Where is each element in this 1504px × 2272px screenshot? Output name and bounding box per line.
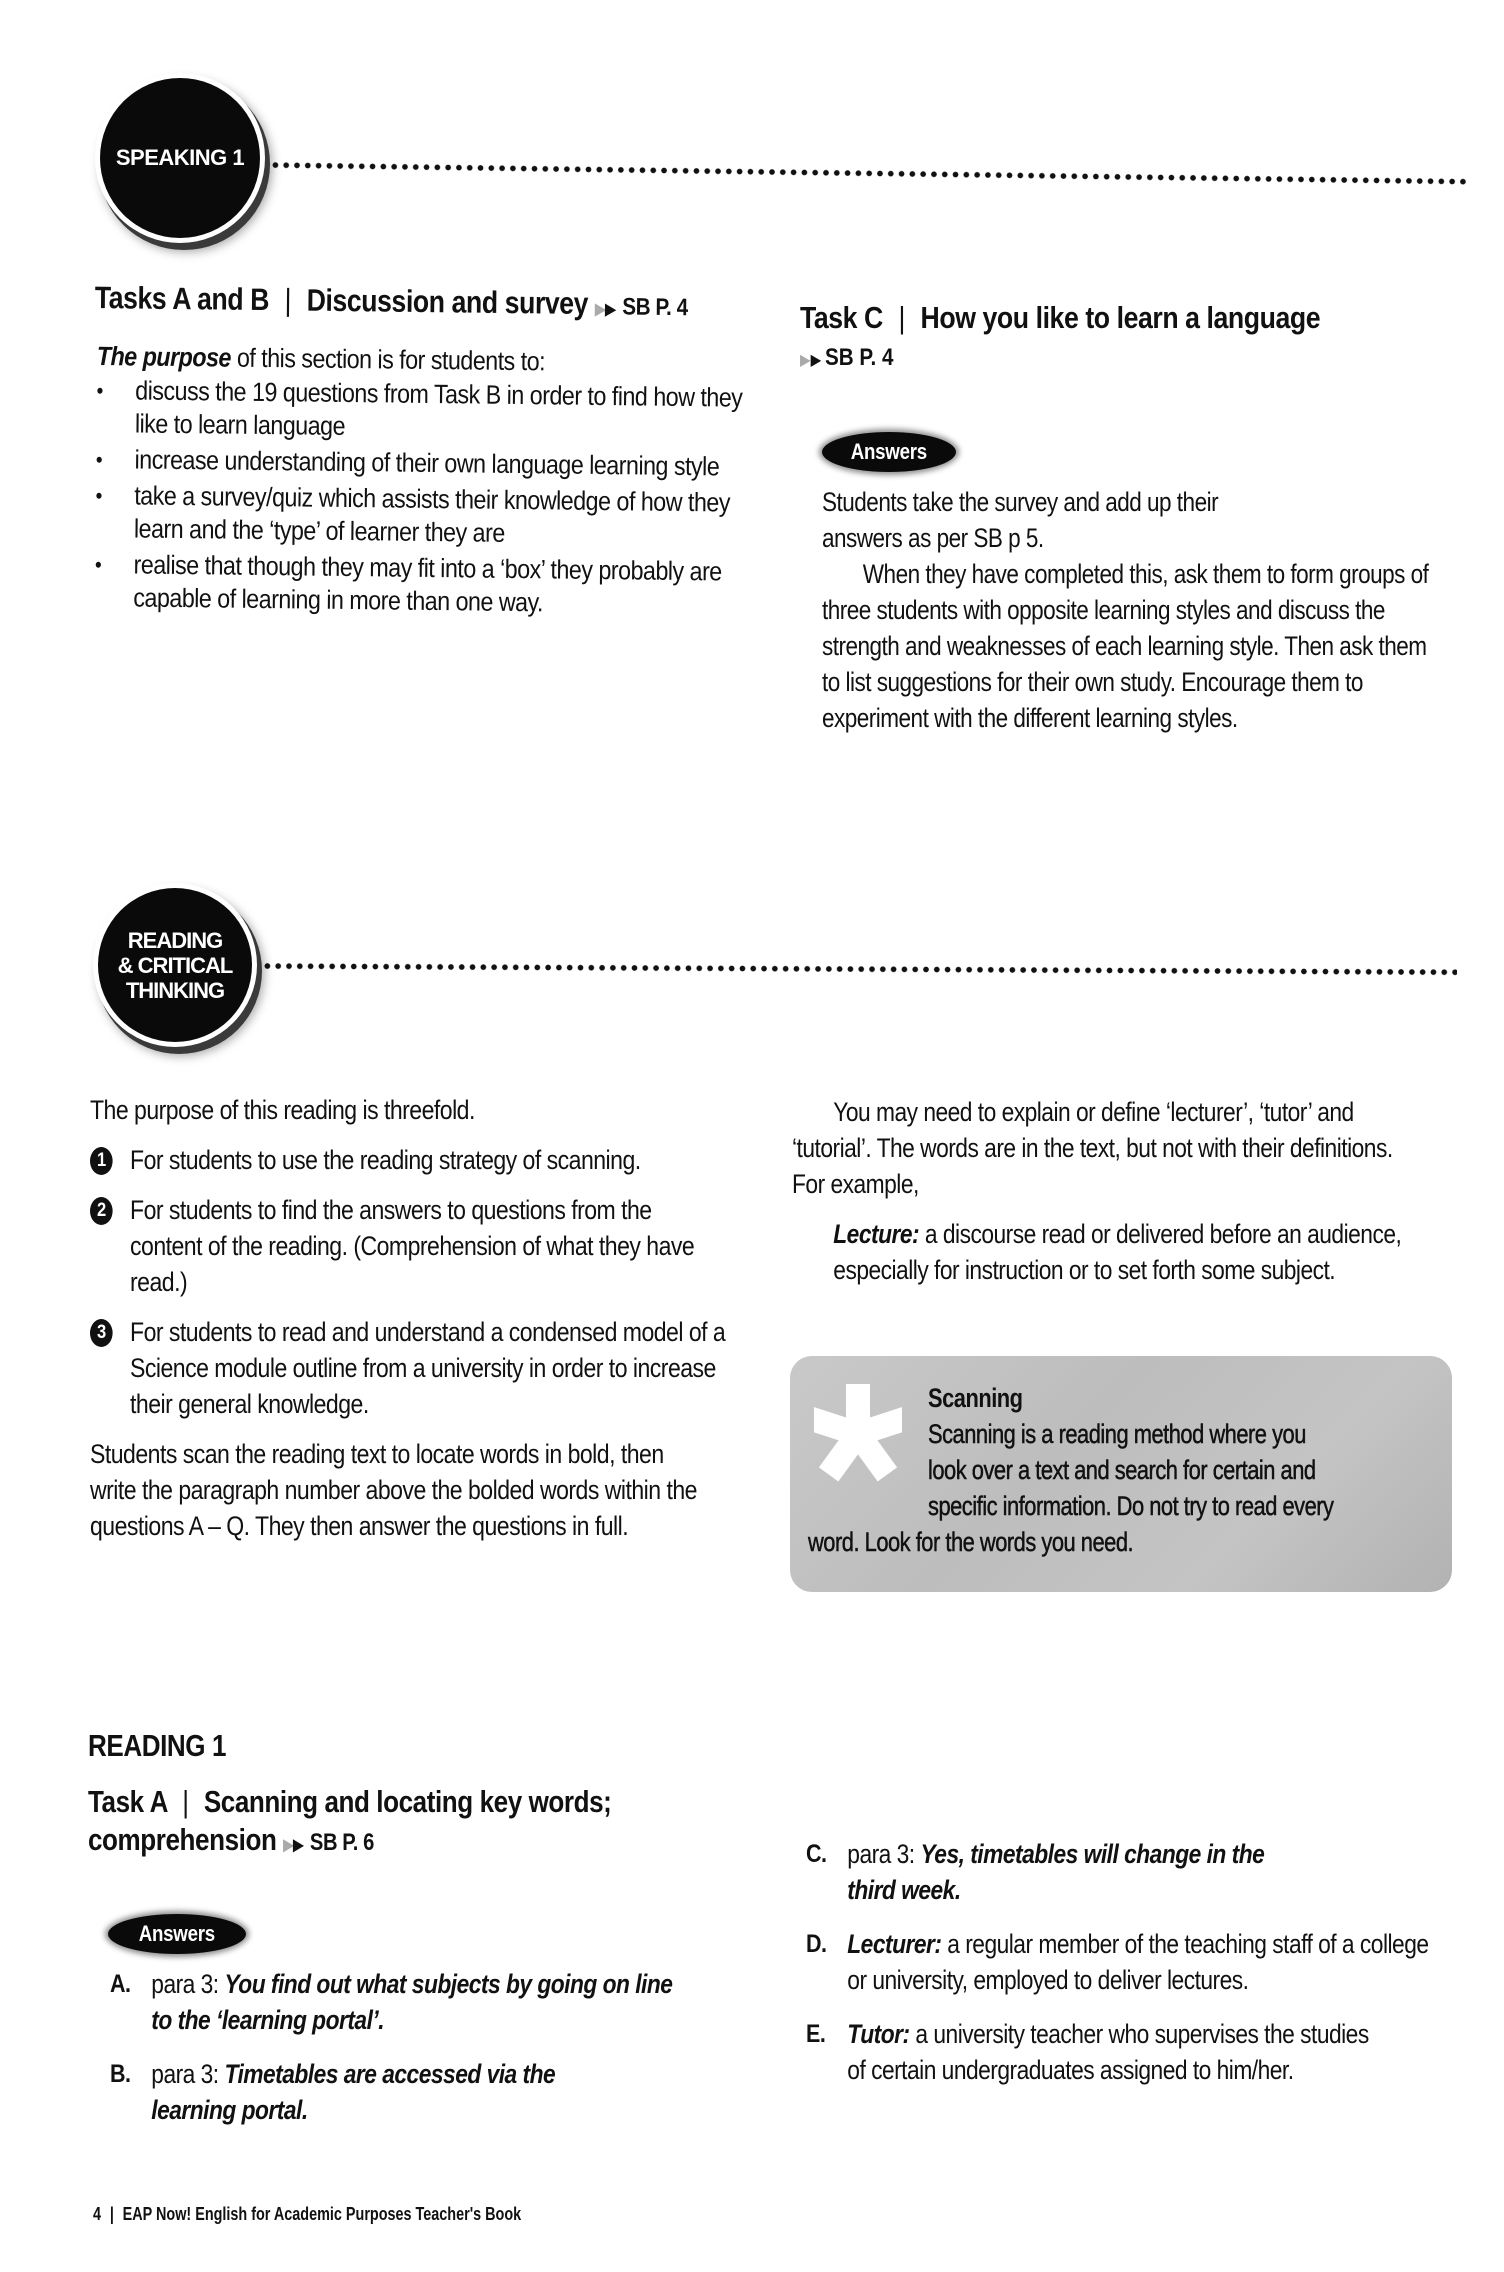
definition: Lecture: a discourse read or delivered before an audience, especially for instruction or to set forth some subject. <box>833 1219 1402 1285</box>
section-badge-speaking <box>100 78 260 238</box>
list-item: • take a survey/quiz which assists their knowledge of how they learn and the ‘type’ of learner they are <box>95 480 731 548</box>
list-item: 2 For students to find the answers to questions from the content of the reading. (Comprehension of what they have read.) <box>90 1192 722 1300</box>
list-item: • realise that though they may fit into a ‘box’ they probably are capable of learning in more than one way. <box>94 549 722 618</box>
purpose-text <box>94 338 743 622</box>
answer-item: C. para 3: Yes, timetables will change in the third week. <box>806 1836 1312 1908</box>
section-badge-label: SPEAKING 1 <box>115 145 245 170</box>
task-heading: Task C | How you like to learn a language <box>800 300 1321 335</box>
section-divider-dotted <box>262 963 1457 975</box>
number-three-icon: 3 <box>90 1319 113 1347</box>
paragraph: Students take the survey and add up their answers as per SB p 5. <box>822 487 1219 553</box>
list-item: • discuss the 19 questions from Task B in order to find how they like to learn language <box>96 375 743 441</box>
section-divider-dotted <box>270 162 1470 185</box>
number-two-icon: 2 <box>90 1197 113 1225</box>
tip-box-text: Scanning Scanning is a reading method where you look over a text and search for certain and specific information. Do not try to read every <box>928 1380 1495 1524</box>
tip-box-scanning: Scanning Scanning is a reading method where you look over a text and search for certain and specific information. Do not try to read every word. Look for the words you need. <box>790 1356 1452 1592</box>
student-book-ref-line <box>800 344 893 372</box>
list-item: 3 For students to read and understand a condensed model of a Science module outline from a university in order to increase their general knowledge. <box>90 1314 730 1422</box>
task-heading: Task A | Scanning and locating key words; comprehension ▶▶ SB P. 6 <box>88 1784 612 1857</box>
answers-label: Answers <box>822 432 956 472</box>
answers-list-right <box>806 1836 1477 2088</box>
answer-item: E. Tutor: a university teacher who supervises the studies of certain undergraduates assigned to him/her. <box>806 2016 1389 2088</box>
answer-letter: C. <box>806 1840 827 1868</box>
instructions: Students scan the reading text to locate words in bold, then write the paragraph number above the bolded words within the questions A – Q. They then answer the questions in full. <box>90 1439 697 1541</box>
page-ref-arrow-icon: ▶ <box>810 352 822 369</box>
section-badge-reading-critical-thinking <box>98 888 252 1042</box>
page-ref-arrow-icon: ▶ <box>283 1837 294 1854</box>
answers-label: Answers <box>108 1914 246 1954</box>
answer-letter: A. <box>110 1970 131 1998</box>
page-ref-arrow-icon: ▶ <box>605 301 616 319</box>
page-ref-arrow-icon: ▶ <box>594 301 606 319</box>
section-title: READING 1 <box>88 1728 227 1763</box>
student-book-ref: SB P. 4 <box>825 344 894 371</box>
section-badge-label: THINKING <box>125 977 225 1003</box>
reading-purpose <box>90 1092 769 1544</box>
page-footer: 4 | EAP Now! English for Academic Purposes Teacher's Book <box>93 2204 522 2224</box>
student-book-ref: SB P. 4 <box>622 293 688 322</box>
section-badge-label: & CRITICAL <box>117 952 233 978</box>
number-one-icon: 1 <box>90 1147 113 1175</box>
list-item: • increase understanding of their own language learning style <box>95 444 720 482</box>
answer-letter: E. <box>806 2020 826 2048</box>
answer-item: D. Lecturer: a regular member of the teaching staff of a college or university, employed to deliver lectures. <box>806 1926 1441 1998</box>
answers-list-left <box>110 1966 764 2128</box>
tip-box-title: Scanning <box>928 1383 1023 1413</box>
paragraph: You may need to explain or define ‘lecturer’, ‘tutor’ and ‘tutorial’. The words are in the text, but not with their definitions. For example, <box>792 1097 1393 1199</box>
purpose-list <box>94 374 774 622</box>
task-c-text <box>822 484 1468 736</box>
section-badge-label: READING <box>127 927 223 953</box>
list-item: 1 For students to use the reading strategy of scanning. <box>90 1142 769 1178</box>
asterisk-icon <box>814 1382 902 1492</box>
bullet-icon: • <box>95 446 103 473</box>
answer-letter: B. <box>110 2060 131 2088</box>
answer-letter: D. <box>806 1930 827 1958</box>
answer-item: B. para 3: Timetables are accessed via the learning portal. <box>110 2056 633 2128</box>
page-number: 4 <box>93 2204 102 2224</box>
answer-item: A. para 3: You find out what subjects by going on line to the ‘learning portal’. <box>110 1966 684 2038</box>
bullet-icon: • <box>95 482 102 509</box>
page-ref-arrow-icon: ▶ <box>293 1837 304 1854</box>
bullet-icon: • <box>96 377 103 404</box>
task-heading: Tasks A and B | Discussion and survey ▶▶ SB P. 4 <box>94 280 688 322</box>
explain-text <box>792 1094 1463 1288</box>
student-book-ref: SB P. 6 <box>309 1829 374 1856</box>
bullet-icon: • <box>94 551 102 578</box>
reading-intro: The purpose of this reading is threefold. <box>90 1095 475 1125</box>
paragraph: When they have completed this, ask them to form groups of three students with opposite learning styles and discuss the strength and weaknesses of each learning style. Then ask them to list suggestions for their own study. Encourage them to experiment with the different learning styles. <box>822 559 1429 733</box>
book-title: EAP Now! English for Academic Purposes Teacher's Book <box>122 2204 522 2224</box>
page-ref-arrow-icon: ▶ <box>800 352 811 369</box>
purpose-intro: The purpose of this section is for students to: <box>96 340 546 377</box>
